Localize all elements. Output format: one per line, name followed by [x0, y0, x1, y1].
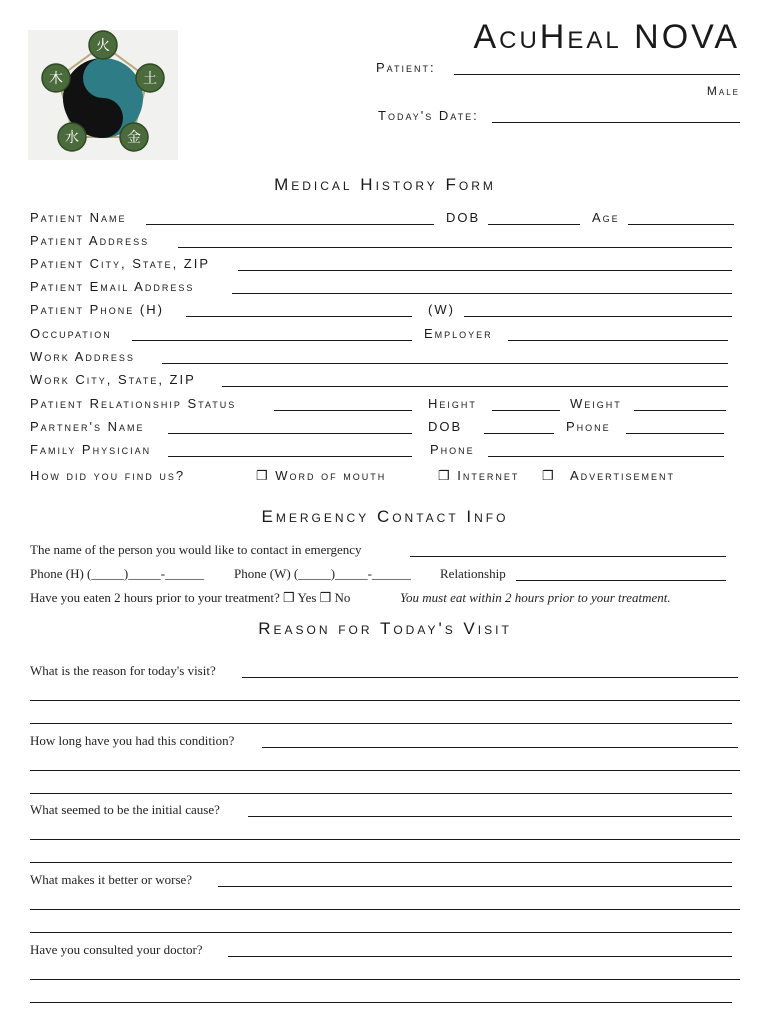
reason-title: Reason for Today's Visit — [258, 619, 512, 638]
age-label: Age — [592, 210, 620, 225]
emergency-phone-w[interactable]: Phone (W) (_____)_____-______ — [234, 566, 411, 581]
question-reason: What is the reason for today's visit? — [30, 663, 216, 678]
work-phone-field[interactable] — [464, 316, 732, 317]
partner-phone-field[interactable] — [626, 433, 724, 434]
how-find-label: How did you find us? — [30, 468, 186, 483]
patient-field[interactable] — [454, 74, 740, 75]
partner-name-label: Partner's Name — [30, 419, 145, 434]
answer-doctor-line-3[interactable] — [30, 1002, 732, 1003]
eaten-question[interactable]: Have you eaten 2 hours prior to your treatment? ❒ Yes ❒ No — [30, 590, 351, 605]
question-cause: What seemed to be the initial cause? — [30, 802, 220, 817]
water-glyph: 水 — [65, 130, 79, 146]
work-phone-label: (W) — [428, 302, 455, 317]
partner-dob-field[interactable] — [484, 433, 554, 434]
emergency-contact-label: The name of the person you would like to contact in emergency — [30, 542, 362, 557]
question-better-worse: What makes it better or worse? — [30, 872, 193, 887]
patient-email-label: Patient Email Address — [30, 279, 195, 294]
weight-label: Weight — [570, 396, 622, 411]
gender-label: Male — [706, 84, 740, 98]
patient-name-label: Patient Name — [30, 210, 127, 225]
emergency-title: Emergency Contact Info — [261, 507, 509, 526]
employer-field[interactable] — [508, 340, 728, 341]
answer-doctor-line-2[interactable] — [30, 979, 740, 980]
relationship-status-field[interactable] — [274, 410, 412, 411]
family-physician-field[interactable] — [168, 456, 412, 457]
answer-better-worse-line-2[interactable] — [30, 909, 740, 910]
yin-yang-five-elements-logo — [28, 30, 178, 160]
advertisement-label: Advertisement — [570, 468, 676, 483]
word-of-mouth-checkbox[interactable]: ❒ Word of mouth — [256, 468, 387, 483]
answer-reason-line-2[interactable] — [30, 700, 740, 701]
relationship-field[interactable] — [516, 580, 726, 581]
answer-better-worse-line-3[interactable] — [30, 932, 732, 933]
weight-field[interactable] — [634, 410, 726, 411]
dob-label: DOB — [446, 210, 481, 225]
answer-cause-line-2[interactable] — [30, 839, 740, 840]
earth-glyph: 土 — [143, 71, 157, 87]
age-field[interactable] — [628, 224, 734, 225]
patient-phone-field[interactable] — [186, 316, 412, 317]
occupation-field[interactable] — [132, 340, 412, 341]
patient-address-field[interactable] — [178, 247, 732, 248]
answer-reason-line-3[interactable] — [30, 723, 732, 724]
relationship-status-label: Patient Relationship Status — [30, 396, 237, 411]
work-address-label: Work Address — [30, 349, 135, 364]
answer-reason-line-1[interactable] — [242, 677, 738, 678]
height-field[interactable] — [492, 410, 560, 411]
work-address-field[interactable] — [162, 363, 728, 364]
answer-duration-line-2[interactable] — [30, 770, 740, 771]
eaten-note: You must eat within 2 hours prior to your treatment. — [400, 590, 671, 605]
patient-city-label: Patient City, State, ZIP — [30, 256, 211, 271]
logo — [28, 30, 178, 160]
physician-phone-field[interactable] — [488, 456, 724, 457]
employer-label: Employer — [424, 326, 493, 341]
answer-duration-line-1[interactable] — [262, 747, 738, 748]
partner-name-field[interactable] — [168, 433, 412, 434]
patient-address-label: Patient Address — [30, 233, 150, 248]
date-label: Today's Date: — [378, 108, 479, 123]
advertisement-checkbox[interactable]: ❒ — [542, 468, 556, 483]
answer-cause-line-3[interactable] — [30, 862, 732, 863]
partner-dob-label: DOB — [428, 419, 463, 434]
answer-cause-line-1[interactable] — [248, 816, 732, 817]
metal-glyph: 金 — [127, 130, 141, 146]
partner-phone-label: Phone — [566, 419, 611, 434]
dob-field[interactable] — [488, 224, 580, 225]
answer-duration-line-3[interactable] — [30, 793, 732, 794]
patient-email-field[interactable] — [232, 293, 732, 294]
patient-city-field[interactable] — [238, 270, 732, 271]
relationship-label: Relationship — [440, 566, 506, 581]
answer-better-worse-line-1[interactable] — [218, 886, 732, 887]
family-physician-label: Family Physician — [30, 442, 152, 457]
work-city-field[interactable] — [222, 386, 728, 387]
form-title: Medical History Form — [274, 175, 496, 194]
question-duration: How long have you had this condition? — [30, 733, 235, 748]
emergency-phone-h[interactable]: Phone (H) (_____)_____-______ — [30, 566, 205, 581]
wood-glyph: 木 — [49, 71, 63, 87]
occupation-label: Occupation — [30, 326, 112, 341]
patient-phone-label: Patient Phone (H) — [30, 302, 164, 317]
patient-label: Patient: — [376, 60, 436, 75]
patient-name-field[interactable] — [146, 224, 434, 225]
height-label: Height — [428, 396, 477, 411]
answer-doctor-line-1[interactable] — [228, 956, 732, 957]
work-city-label: Work City, State, ZIP — [30, 372, 196, 387]
emergency-contact-field[interactable] — [410, 556, 726, 557]
question-doctor: Have you consulted your doctor? — [30, 942, 203, 957]
fire-glyph: 火 — [96, 38, 110, 54]
brand-title: AcuHeal NOVA — [473, 18, 740, 56]
physician-phone-label: Phone — [430, 442, 475, 457]
date-field[interactable] — [492, 122, 740, 123]
internet-checkbox[interactable]: ❒ Internet — [438, 468, 520, 483]
